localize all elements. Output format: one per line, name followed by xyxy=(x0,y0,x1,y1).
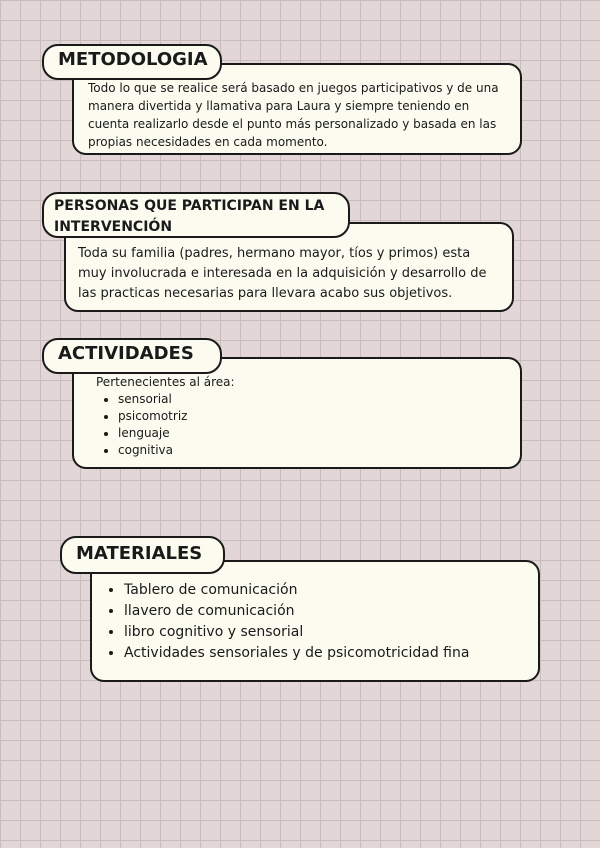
personas-title: PERSONAS QUE PARTICIPAN EN LA INTERVENCIÓN xyxy=(42,192,350,238)
list-item: • Actividades sensoriales y de psicomotricidad fina xyxy=(124,643,524,664)
list-item: • llavero de comunicación xyxy=(124,601,524,622)
list-item: • psicomotriz xyxy=(118,408,506,425)
metodologia-title: METODOLOGIA xyxy=(42,44,222,80)
metodologia-text: Todo lo que se realice será basado en juegos participativos y de una manera divertida y llamativa para Laura y siempre teniendo en cuenta realizarlo desde el punto más personalizado y basada en las propias necesidades en cada momento. xyxy=(88,81,499,149)
materiales-box xyxy=(90,560,540,682)
actividades-title: ACTIVIDADES xyxy=(42,338,222,374)
actividades-list xyxy=(88,391,506,459)
personas-text: Toda su familia (padres, hermano mayor, tíos y primos) esta muy involucrada e interesada en la adquisición y desarrollo de las practicas necesarias para llevara acabo sus objetivos. xyxy=(78,246,487,301)
actividades-lead: Pertenecientes al área: xyxy=(96,375,235,389)
list-item: • sensorial xyxy=(118,391,506,408)
materiales-list xyxy=(102,580,524,664)
list-item: • libro cognitivo y sensorial xyxy=(124,622,524,643)
list-item: • lenguaje xyxy=(118,425,506,442)
materiales-title: MATERIALES xyxy=(60,536,225,574)
list-item: • Tablero de comunicación xyxy=(124,580,524,601)
list-item: • cognitiva xyxy=(118,442,506,459)
